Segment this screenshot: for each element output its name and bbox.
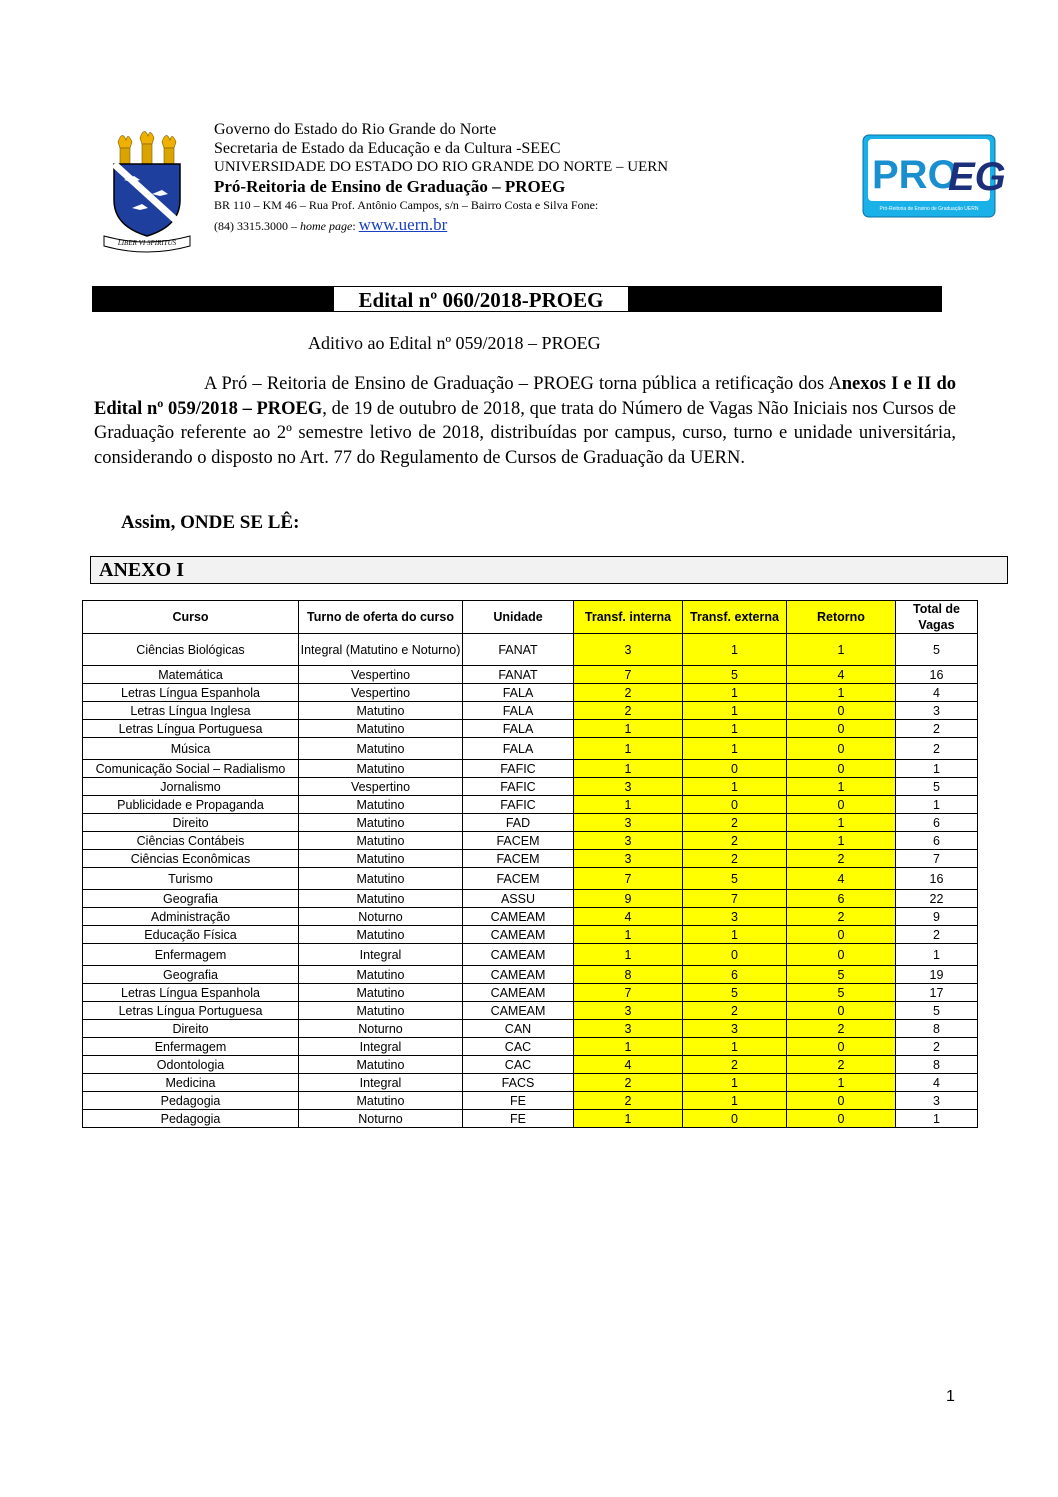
col-header-transf-externa: Transf. externa xyxy=(683,601,787,634)
cell-transf-externa: 7 xyxy=(683,890,787,908)
cell-unidade: FACEM xyxy=(463,832,574,850)
cell-transf-interna: 1 xyxy=(574,796,683,814)
cell-curso: Publicidade e Propaganda xyxy=(83,796,299,814)
table-row xyxy=(83,1002,978,1020)
cell-unidade: FALA xyxy=(463,684,574,702)
cell-retorno: 0 xyxy=(787,1038,896,1056)
cell-unidade: CAMEAM xyxy=(463,1002,574,1020)
cell-unidade: FACEM xyxy=(463,850,574,868)
header-line-proeg: Pró-Reitoria de Ensino de Graduação – PROEG xyxy=(214,177,566,196)
table-row xyxy=(83,796,978,814)
cell-total: 16 xyxy=(896,666,978,684)
table-header-row xyxy=(83,601,978,634)
cell-turno: Vespertino xyxy=(299,778,463,796)
table-row xyxy=(83,832,978,850)
cell-total: 4 xyxy=(896,684,978,702)
cell-transf-externa: 1 xyxy=(683,1092,787,1110)
cell-retorno: 5 xyxy=(787,966,896,984)
cell-transf-externa: 0 xyxy=(683,796,787,814)
table-row xyxy=(83,908,978,926)
table-row xyxy=(83,666,978,684)
cell-transf-interna: 4 xyxy=(574,908,683,926)
cell-total: 2 xyxy=(896,1038,978,1056)
cell-transf-interna: 3 xyxy=(574,1020,683,1038)
cell-curso: Educação Física xyxy=(83,926,299,944)
cell-unidade: FAD xyxy=(463,814,574,832)
cell-curso: Matemática xyxy=(83,666,299,684)
intro-paragraph xyxy=(94,372,956,470)
cell-total: 8 xyxy=(896,1056,978,1074)
cell-retorno: 0 xyxy=(787,1110,896,1128)
table-row xyxy=(83,1038,978,1056)
cell-turno: Matutino xyxy=(299,1056,463,1074)
cell-curso: Comunicação Social – Radialismo xyxy=(83,760,299,778)
table-row xyxy=(83,890,978,908)
cell-total: 6 xyxy=(896,814,978,832)
cell-total: 19 xyxy=(896,966,978,984)
col-header-turno: Turno de oferta do curso xyxy=(299,601,463,634)
cell-unidade: FAFIC xyxy=(463,760,574,778)
cell-curso: Ciências Contábeis xyxy=(83,832,299,850)
cell-transf-externa: 2 xyxy=(683,1002,787,1020)
cell-transf-interna: 3 xyxy=(574,832,683,850)
cell-curso: Geografia xyxy=(83,890,299,908)
cell-total: 1 xyxy=(896,944,978,966)
table-row xyxy=(83,814,978,832)
cell-curso: Letras Língua Inglesa xyxy=(83,702,299,720)
cell-curso: Música xyxy=(83,738,299,760)
table-row xyxy=(83,944,978,966)
cell-transf-interna: 3 xyxy=(574,1002,683,1020)
cell-retorno: 0 xyxy=(787,926,896,944)
cell-transf-externa: 1 xyxy=(683,926,787,944)
cell-transf-interna: 3 xyxy=(574,778,683,796)
cell-transf-externa: 1 xyxy=(683,778,787,796)
cell-turno: Noturno xyxy=(299,908,463,926)
cell-unidade: FALA xyxy=(463,702,574,720)
cell-curso: Pedagogia xyxy=(83,1110,299,1128)
cell-transf-interna: 9 xyxy=(574,890,683,908)
cell-curso: Jornalismo xyxy=(83,778,299,796)
cell-total: 1 xyxy=(896,1110,978,1128)
cell-unidade: CAMEAM xyxy=(463,926,574,944)
cell-retorno: 0 xyxy=(787,702,896,720)
cell-total: 3 xyxy=(896,702,978,720)
cell-transf-interna: 7 xyxy=(574,666,683,684)
cell-unidade: CAMEAM xyxy=(463,908,574,926)
cell-curso: Direito xyxy=(83,1020,299,1038)
cell-unidade: ASSU xyxy=(463,890,574,908)
cell-turno: Matutino xyxy=(299,702,463,720)
cell-retorno: 2 xyxy=(787,850,896,868)
cell-transf-interna: 2 xyxy=(574,684,683,702)
cell-retorno: 1 xyxy=(787,814,896,832)
cell-turno: Matutino xyxy=(299,720,463,738)
phone-text: (84) 3315.3000 – xyxy=(214,219,300,233)
cell-transf-externa: 1 xyxy=(683,738,787,760)
cell-retorno: 6 xyxy=(787,890,896,908)
cell-unidade: FALA xyxy=(463,738,574,760)
cell-retorno: 0 xyxy=(787,944,896,966)
cell-transf-interna: 3 xyxy=(574,814,683,832)
aditivo-subtitle: Aditivo ao Edital nº 059/2018 – PROEG xyxy=(308,333,601,353)
cell-total: 3 xyxy=(896,1092,978,1110)
cell-turno: Matutino xyxy=(299,832,463,850)
cell-transf-externa: 3 xyxy=(683,1020,787,1038)
cell-turno: Matutino xyxy=(299,984,463,1002)
letterhead-text xyxy=(214,120,668,236)
cell-retorno: 4 xyxy=(787,666,896,684)
cell-transf-interna: 1 xyxy=(574,738,683,760)
table-row xyxy=(83,720,978,738)
homepage-colon: : xyxy=(352,219,359,233)
cell-curso: Letras Língua Portuguesa xyxy=(83,1002,299,1020)
vagas-table xyxy=(82,600,978,1128)
table-row xyxy=(83,1092,978,1110)
cell-transf-interna: 7 xyxy=(574,984,683,1002)
header-line-address: BR 110 – KM 46 – Rua Prof. Antônio Campos, s/n – Bairro Costa e Silva Fone: xyxy=(214,198,599,212)
cell-total: 17 xyxy=(896,984,978,1002)
cell-transf-externa: 5 xyxy=(683,666,787,684)
cell-total: 8 xyxy=(896,1020,978,1038)
cell-unidade: CAC xyxy=(463,1038,574,1056)
cell-total: 2 xyxy=(896,720,978,738)
header-line-secretariat: Secretaria de Estado da Educação e da Cultura -SEEC xyxy=(214,140,561,157)
logo-text-eg: EG xyxy=(948,155,1006,199)
cell-total: 7 xyxy=(896,850,978,868)
table-row xyxy=(83,868,978,890)
cell-transf-externa: 5 xyxy=(683,984,787,1002)
cell-transf-interna: 7 xyxy=(574,868,683,890)
cell-curso: Enfermagem xyxy=(83,944,299,966)
cell-turno: Integral xyxy=(299,1038,463,1056)
cell-transf-interna: 1 xyxy=(574,1038,683,1056)
cell-unidade: FE xyxy=(463,1110,574,1128)
cell-total: 4 xyxy=(896,1074,978,1092)
cell-curso: Administração xyxy=(83,908,299,926)
cell-turno: Matutino xyxy=(299,850,463,868)
crest-motto: LIBER VI SPIRITUS xyxy=(117,239,177,247)
cell-transf-interna: 1 xyxy=(574,944,683,966)
cell-total: 5 xyxy=(896,1002,978,1020)
cell-curso: Ciências Biológicas xyxy=(83,634,299,666)
cell-retorno: 4 xyxy=(787,868,896,890)
cell-unidade: FALA xyxy=(463,720,574,738)
col-header-unidade: Unidade xyxy=(463,601,574,634)
cell-turno: Matutino xyxy=(299,814,463,832)
cell-unidade: FACS xyxy=(463,1074,574,1092)
cell-turno: Vespertino xyxy=(299,666,463,684)
cell-turno: Integral xyxy=(299,1074,463,1092)
cell-retorno: 1 xyxy=(787,778,896,796)
letterhead xyxy=(104,120,1004,260)
cell-transf-externa: 2 xyxy=(683,1056,787,1074)
cell-turno: Matutino xyxy=(299,796,463,814)
cell-retorno: 1 xyxy=(787,684,896,702)
cell-transf-interna: 3 xyxy=(574,850,683,868)
table-row xyxy=(83,926,978,944)
cell-turno: Matutino xyxy=(299,1092,463,1110)
cell-transf-externa: 2 xyxy=(683,850,787,868)
cell-turno: Noturno xyxy=(299,1110,463,1128)
cell-turno: Matutino xyxy=(299,966,463,984)
cell-transf-externa: 0 xyxy=(683,760,787,778)
cell-unidade: CAMEAM xyxy=(463,984,574,1002)
cell-curso: Medicina xyxy=(83,1074,299,1092)
cell-retorno: 2 xyxy=(787,1020,896,1038)
cell-unidade: FANAT xyxy=(463,666,574,684)
cell-transf-externa: 1 xyxy=(683,1074,787,1092)
col-header-transf-interna: Transf. interna xyxy=(574,601,683,634)
university-crest-icon xyxy=(104,124,190,252)
cell-retorno: 0 xyxy=(787,1092,896,1110)
cell-unidade: FAFIC xyxy=(463,778,574,796)
cell-total: 5 xyxy=(896,778,978,796)
col-header-curso: Curso xyxy=(83,601,299,634)
table-row xyxy=(83,634,978,666)
cell-retorno: 1 xyxy=(787,1074,896,1092)
cell-curso: Letras Língua Espanhola xyxy=(83,684,299,702)
cell-transf-interna: 2 xyxy=(574,1074,683,1092)
cell-turno: Integral xyxy=(299,944,463,966)
cell-total: 6 xyxy=(896,832,978,850)
cell-transf-interna: 2 xyxy=(574,1092,683,1110)
homepage-label: home page xyxy=(300,219,353,233)
cell-retorno: 1 xyxy=(787,634,896,666)
header-line-phone xyxy=(214,215,668,236)
cell-turno: Vespertino xyxy=(299,684,463,702)
cell-transf-externa: 5 xyxy=(683,868,787,890)
cell-retorno: 0 xyxy=(787,796,896,814)
cell-turno: Matutino xyxy=(299,760,463,778)
cell-retorno: 0 xyxy=(787,760,896,778)
cell-curso: Letras Língua Portuguesa xyxy=(83,720,299,738)
header-line-government: Governo do Estado do Rio Grande do Norte xyxy=(214,121,497,138)
cell-unidade: CAC xyxy=(463,1056,574,1074)
header-line-university: UNIVERSIDADE DO ESTADO DO RIO GRANDE DO NORTE – UERN xyxy=(214,159,669,175)
cell-turno: Noturno xyxy=(299,1020,463,1038)
cell-transf-externa: 6 xyxy=(683,966,787,984)
table-body xyxy=(83,634,978,1128)
cell-retorno: 0 xyxy=(787,720,896,738)
cell-transf-interna: 1 xyxy=(574,720,683,738)
cell-retorno: 2 xyxy=(787,1056,896,1074)
cell-unidade: CAMEAM xyxy=(463,966,574,984)
cell-transf-interna: 1 xyxy=(574,926,683,944)
cell-total: 22 xyxy=(896,890,978,908)
cell-transf-externa: 2 xyxy=(683,814,787,832)
cell-transf-externa: 2 xyxy=(683,832,787,850)
cell-transf-externa: 0 xyxy=(683,944,787,966)
cell-transf-externa: 0 xyxy=(683,1110,787,1128)
cell-unidade: FE xyxy=(463,1092,574,1110)
cell-transf-externa: 1 xyxy=(683,702,787,720)
cell-unidade: FAFIC xyxy=(463,796,574,814)
table-row xyxy=(83,966,978,984)
cell-unidade: FACEM xyxy=(463,868,574,890)
cell-curso: Letras Língua Espanhola xyxy=(83,984,299,1002)
cell-total: 5 xyxy=(896,634,978,666)
cell-total: 2 xyxy=(896,926,978,944)
paragraph-bold-part: nexos I e II do Edital nº 059/2018 – PROEG xyxy=(94,374,956,419)
table-row xyxy=(83,984,978,1002)
cell-turno: Matutino xyxy=(299,868,463,890)
cell-total: 1 xyxy=(896,760,978,778)
edital-title: Edital nº 060/2018-PROEG xyxy=(333,286,629,312)
cell-unidade: CAN xyxy=(463,1020,574,1038)
table-row xyxy=(83,738,978,760)
cell-curso: Geografia xyxy=(83,966,299,984)
table-row xyxy=(83,760,978,778)
cell-transf-externa: 1 xyxy=(683,634,787,666)
table-row xyxy=(83,702,978,720)
cell-total: 1 xyxy=(896,796,978,814)
cell-retorno: 5 xyxy=(787,984,896,1002)
proeg-logo-icon xyxy=(862,134,1006,218)
cell-curso: Pedagogia xyxy=(83,1092,299,1110)
cell-total: 2 xyxy=(896,738,978,760)
cell-transf-externa: 3 xyxy=(683,908,787,926)
cell-transf-externa: 1 xyxy=(683,1038,787,1056)
cell-transf-interna: 4 xyxy=(574,1056,683,1074)
logo-caption: Pró-Reitoria de Ensino de Graduação UERN xyxy=(879,206,979,212)
cell-transf-interna: 8 xyxy=(574,966,683,984)
table-row xyxy=(83,1074,978,1092)
table-row xyxy=(83,778,978,796)
table-row xyxy=(83,1020,978,1038)
cell-transf-interna: 2 xyxy=(574,702,683,720)
cell-unidade: CAMEAM xyxy=(463,944,574,966)
cell-transf-interna: 1 xyxy=(574,760,683,778)
col-header-retorno: Retorno xyxy=(787,601,896,634)
assim-heading: Assim, ONDE SE LÊ: xyxy=(121,512,300,533)
cell-curso: Turismo xyxy=(83,868,299,890)
table-row xyxy=(83,850,978,868)
table-row xyxy=(83,684,978,702)
cell-transf-externa: 1 xyxy=(683,720,787,738)
cell-curso: Odontologia xyxy=(83,1056,299,1074)
cell-turno: Matutino xyxy=(299,890,463,908)
logo-text-pro: PRO xyxy=(872,153,959,197)
cell-transf-interna: 1 xyxy=(574,1110,683,1128)
cell-retorno: 2 xyxy=(787,908,896,926)
cell-transf-interna: 3 xyxy=(574,634,683,666)
table-row xyxy=(83,1056,978,1074)
cell-total: 16 xyxy=(896,868,978,890)
cell-retorno: 0 xyxy=(787,738,896,760)
cell-turno: Integral (Matutino e Noturno) xyxy=(299,634,463,666)
col-header-total: Total de Vagas xyxy=(896,601,978,634)
cell-retorno: 1 xyxy=(787,832,896,850)
cell-turno: Matutino xyxy=(299,926,463,944)
cell-retorno: 0 xyxy=(787,1002,896,1020)
cell-total: 9 xyxy=(896,908,978,926)
paragraph-part-1: A Pró – Reitoria de Ensino de Graduação – PROEG torna pública a retificação dos A xyxy=(204,374,842,394)
cell-transf-externa: 1 xyxy=(683,684,787,702)
cell-turno: Matutino xyxy=(299,1002,463,1020)
cell-turno: Matutino xyxy=(299,738,463,760)
paragraph-part-2: , de 19 de outubro de 2018, que trata do Número de Vagas Não Iniciais nos Cursos de Graduação referente ao 2º semestre letivo de 2018, distribuídas por campus, curso, turno e unidade universitária, considerando o disposto no Art. 77 do Regulamento de Cursos de Graduação da UERN. xyxy=(94,398,956,468)
cell-curso: Enfermagem xyxy=(83,1038,299,1056)
page-number: 1 xyxy=(946,1388,955,1405)
cell-unidade: FANAT xyxy=(463,634,574,666)
anexo-heading: ANEXO I xyxy=(90,556,1008,584)
table-row xyxy=(83,1110,978,1128)
cell-curso: Direito xyxy=(83,814,299,832)
uern-website-link[interactable]: www.uern.br xyxy=(358,215,448,234)
cell-curso: Ciências Econômicas xyxy=(83,850,299,868)
